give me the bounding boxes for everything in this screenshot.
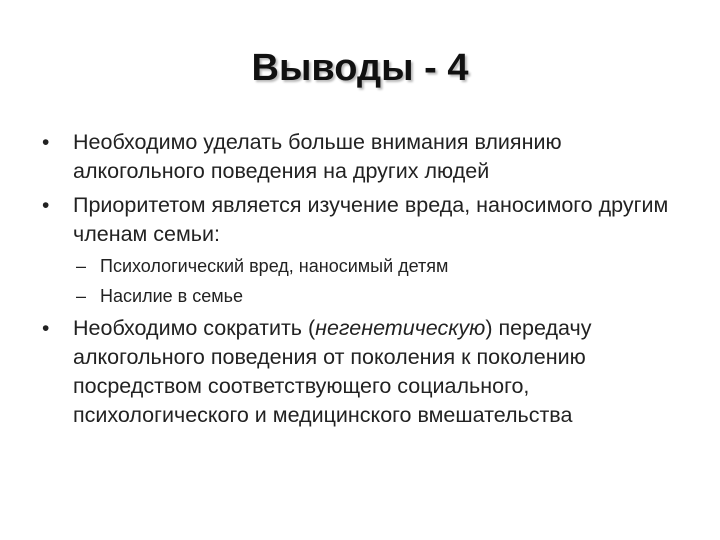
bullet-item-2: [40, 191, 690, 249]
bullet-emphasis-text: негенетическую: [315, 316, 486, 340]
sub-bullet-item-2: [40, 284, 690, 309]
sub-bullet-marker: –: [76, 256, 87, 276]
sub-bullet-text: Психологический вред, наносимый детям: [100, 256, 449, 276]
bullet-text: Необходимо уделать больше внимания влиянию алкогольного поведения на других людей: [73, 130, 562, 183]
bullet-marker: •: [42, 131, 50, 154]
slide-title: Выводы - 4: [251, 47, 469, 89]
bullet-marker: •: [42, 317, 50, 340]
bullet-text-prefix: Необходимо сократить (: [73, 316, 316, 340]
sub-bullet-text: Насилие в семье: [100, 286, 243, 306]
bullet-marker: •: [42, 194, 50, 217]
sub-bullet-marker: –: [76, 286, 87, 306]
bullet-item-1: [40, 128, 690, 186]
bullet-list: [40, 128, 690, 435]
bullet-item-3: [40, 314, 690, 430]
bullet-text-suffix: ) передачу алкогольного поведения от поколения к поколению посредством соответствующего социального, психологического и медицинского вмешательства: [73, 316, 592, 427]
sub-bullet-item-1: [40, 254, 690, 279]
bullet-text: Приоритетом является изучение вреда, наносимого другим членам семьи:: [73, 193, 669, 246]
